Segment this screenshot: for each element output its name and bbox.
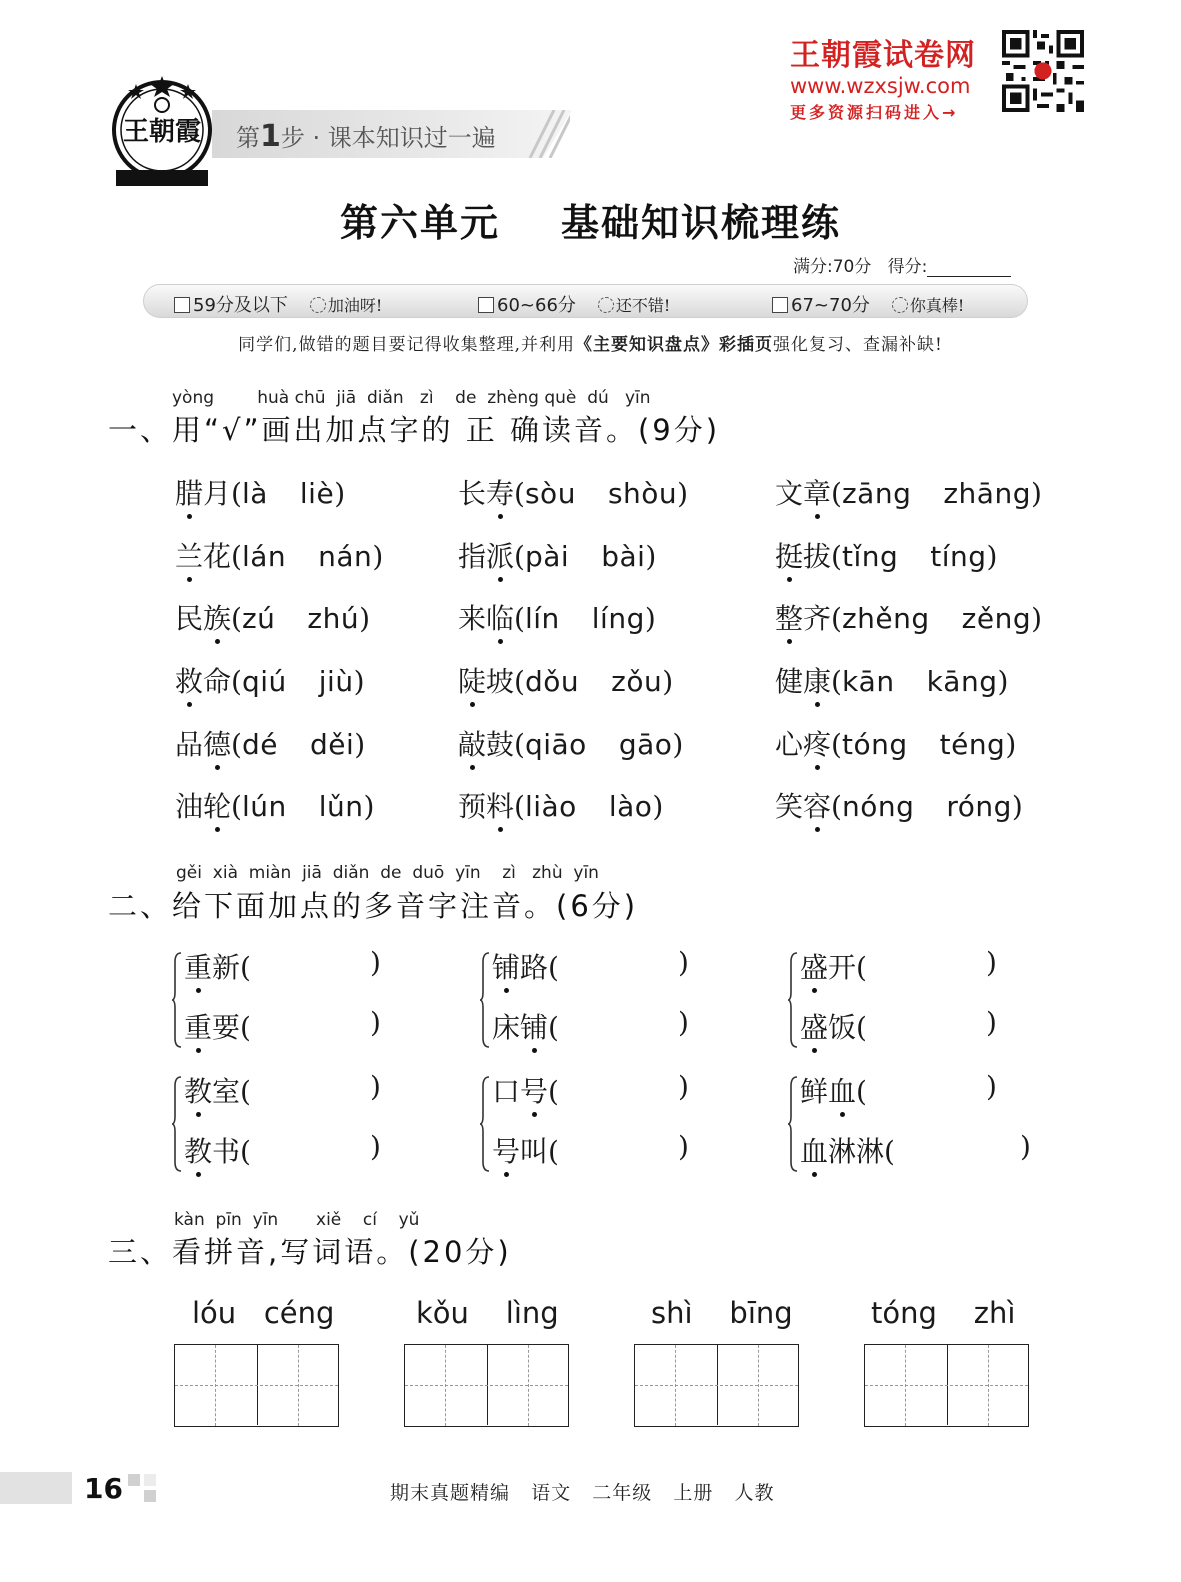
open-paren: ( [240, 1075, 251, 1108]
dotted-char: 铺 [492, 946, 520, 986]
pinyin-option[interactable]: bài [601, 540, 646, 573]
word-char: 书 [212, 1135, 241, 1168]
pinyin-option[interactable]: tǐng [841, 540, 899, 573]
word-char: 饭 [828, 1011, 857, 1044]
dotted-char: 派 [486, 535, 514, 575]
close-paren: ) [986, 1070, 997, 1103]
grid-guide [405, 1385, 568, 1386]
pinyin-option[interactable]: kāng [926, 665, 998, 698]
grade-item [772, 291, 964, 317]
polyphone-item [184, 946, 381, 986]
brand-cta: 更多资源扫码进入→ [790, 103, 959, 122]
score-line [793, 252, 1011, 277]
word-char: 坡 [486, 665, 515, 698]
dotted-char: 号 [492, 1130, 520, 1170]
dotted-char: 救 [175, 660, 203, 700]
answer-blank[interactable] [276, 1074, 358, 1108]
open-paren: ( [240, 1135, 251, 1168]
polyphone-item [800, 1130, 1031, 1170]
writing-grid[interactable] [404, 1344, 569, 1427]
word-char: 油 [175, 790, 204, 823]
word-char: 健 [775, 665, 804, 698]
pinyin-option[interactable]: lín [524, 602, 560, 635]
dotted-char: 铺 [520, 1006, 548, 1046]
qr-code[interactable] [1002, 30, 1084, 112]
polyphone-group [788, 946, 1028, 1054]
grid-guide [905, 1345, 906, 1426]
open-paren: ( [240, 951, 251, 984]
pinyin-option[interactable]: kān [841, 665, 895, 698]
section1-pinyin: yòng huà chū jiā diǎn zì de zhèng què dú yīn [172, 388, 651, 408]
grid-guide [528, 1345, 529, 1426]
word-char: 文 [775, 477, 804, 510]
polyphone-item [800, 946, 997, 986]
wangzhaoxia-logo [108, 72, 216, 190]
close-paren: ) [986, 946, 997, 979]
open-paren: ( [831, 477, 842, 510]
reading-item [175, 597, 370, 637]
open-paren: ( [831, 728, 842, 761]
pinyin-option[interactable]: lào [608, 790, 653, 823]
close-paren: ) [1020, 1130, 1031, 1163]
close-paren: ) [652, 790, 664, 823]
note-before: 同学们,做错的题目要记得收集整理,并利用 [238, 335, 575, 355]
note-bold: 《主要知识盘点》彩插页 [574, 335, 773, 355]
pinyin-option[interactable]: gāo [618, 728, 673, 761]
grade-range: 59分及以下 [193, 295, 288, 316]
grid-guide [635, 1385, 798, 1386]
dotted-char: 号 [520, 1070, 548, 1110]
close-paren: ) [1011, 790, 1023, 823]
dotted-char: 盛 [800, 1006, 828, 1046]
pinyin-option[interactable]: lǔn [318, 790, 364, 823]
open-paren: ( [831, 790, 842, 823]
pinyin-option[interactable]: děi [309, 728, 355, 761]
word-char: 民 [175, 602, 204, 635]
word-char: 预 [458, 790, 487, 823]
pinyin-option[interactable]: shòu [607, 477, 678, 510]
polyphone-group [480, 1070, 720, 1178]
word-char: 来 [458, 602, 487, 635]
dotted-char: 血 [828, 1070, 856, 1110]
section2-pinyin: gěi xià miàn jiā diǎn de duō yīn zì zhù yīn [176, 863, 599, 883]
section3-pinyin: kàn pīn yīn xiě cí yǔ [174, 1210, 420, 1230]
word-pinyin: kǒu lìng [416, 1296, 559, 1330]
pinyin-option[interactable]: là [241, 477, 268, 510]
open-paren: ( [514, 665, 525, 698]
close-paren: ) [997, 665, 1009, 698]
reading-item [775, 535, 997, 575]
footer-text: 期末真题精编 语文 二年级 上册 人教 [390, 1482, 775, 1504]
reading-item [458, 723, 683, 763]
dotted-char: 容 [803, 785, 831, 825]
reading-item [775, 597, 1042, 637]
close-paren: ) [644, 602, 656, 635]
polyphone-item [184, 1006, 381, 1046]
open-paren: ( [548, 951, 559, 984]
pinyin-option[interactable]: zhěng [841, 602, 930, 635]
dotted-char: 教 [184, 1130, 212, 1170]
pinyin-option[interactable]: zāng [841, 477, 912, 510]
grid-guide [675, 1345, 676, 1426]
dotted-char: 教 [184, 1070, 212, 1110]
step-label [236, 118, 496, 154]
pinyin-option[interactable]: nóng [841, 790, 915, 823]
full-score: 满分:70分 [793, 257, 872, 277]
open-paren: ( [231, 477, 242, 510]
open-paren: ( [231, 540, 242, 573]
reading-item [775, 472, 1042, 512]
open-paren: ( [856, 1075, 867, 1108]
close-paren: ) [678, 946, 689, 979]
pinyin-option[interactable]: qiāo [524, 728, 587, 761]
writing-grid[interactable] [174, 1344, 339, 1427]
pinyin-option[interactable]: zhú [307, 602, 360, 635]
open-paren: ( [231, 728, 242, 761]
grade-bar [143, 284, 1028, 318]
grade-range: 60~66分 [497, 295, 576, 316]
pinyin-option[interactable]: zhāng [943, 477, 1031, 510]
brace-icon [788, 1076, 798, 1172]
dotted-char: 陡 [458, 660, 486, 700]
writing-grid[interactable] [864, 1344, 1029, 1427]
open-paren: ( [514, 540, 525, 573]
word-char: 齐 [803, 602, 832, 635]
word-char: 开 [828, 951, 857, 984]
grid-guide [175, 1385, 338, 1386]
dotted-char: 德 [203, 723, 231, 763]
word-pinyin: lóu céng [192, 1296, 335, 1330]
close-paren: ) [370, 946, 381, 979]
word-char: 心 [775, 728, 804, 761]
close-paren: ) [334, 477, 346, 510]
dotted-char: 临 [486, 597, 514, 637]
pinyin-option[interactable]: zǒu [611, 665, 663, 698]
close-paren: ) [353, 665, 365, 698]
dotted-char: 疼 [803, 723, 831, 763]
close-paren: ) [372, 540, 384, 573]
reading-item [458, 535, 656, 575]
dotted-char: 盛 [800, 946, 828, 986]
close-paren: ) [363, 790, 375, 823]
word-char: 要 [212, 1011, 241, 1044]
answer-blank[interactable] [892, 1010, 974, 1044]
dotted-char: 整 [775, 597, 803, 637]
brand-url[interactable]: www.wzxsjw.com [790, 74, 971, 98]
smiley-icon [310, 297, 326, 313]
reading-item [175, 723, 365, 763]
grade-checkbox[interactable] [478, 297, 494, 313]
page-number: 16 [84, 1472, 123, 1505]
open-paren: ( [884, 1135, 895, 1168]
brand-title: 王朝霞试卷网 [790, 38, 976, 73]
close-paren: ) [678, 1130, 689, 1163]
reading-item [175, 472, 345, 512]
close-paren: ) [986, 1006, 997, 1039]
got-score-label: 得分: [887, 257, 928, 277]
close-paren: ) [645, 540, 657, 573]
step-suffix: 步 · 课本知识过一遍 [280, 124, 496, 152]
close-paren: ) [354, 728, 366, 761]
reading-item [175, 785, 374, 825]
polyphone-item [184, 1070, 381, 1110]
grade-checkbox[interactable] [772, 297, 788, 313]
close-paren: ) [1030, 477, 1042, 510]
reading-item [775, 723, 1016, 763]
grid-guide [445, 1345, 446, 1426]
section1-heading: 一、用“√”画出加点字的 正 确读音。(9分) [108, 413, 721, 447]
step-number: 1 [260, 119, 281, 154]
footer-bar [0, 1472, 72, 1504]
open-paren: ( [856, 951, 867, 984]
word-char: 笑 [775, 790, 804, 823]
pinyin-option[interactable]: téng [939, 728, 1006, 761]
brand-block [790, 30, 1000, 123]
word-char: 长 [458, 477, 487, 510]
word-char: 花 [203, 540, 232, 573]
reading-item [175, 535, 383, 575]
reading-item [775, 660, 1008, 700]
word-char: 拔 [803, 540, 832, 573]
close-paren: ) [370, 1070, 381, 1103]
word-pinyin: shì bīng [651, 1296, 793, 1330]
grade-cheer: 还不错! [615, 296, 671, 315]
open-paren: ( [514, 602, 525, 635]
dotted-char: 轮 [203, 785, 231, 825]
polyphone-group [172, 1070, 412, 1178]
word-char: 室 [212, 1075, 241, 1108]
answer-blank[interactable] [584, 1134, 666, 1168]
close-paren: ) [678, 1070, 689, 1103]
answer-blank[interactable] [276, 950, 358, 984]
smiley-icon [598, 297, 614, 313]
pinyin-option[interactable]: nán [318, 540, 373, 573]
grade-range: 67~70分 [791, 295, 870, 316]
dotted-char: 敲 [458, 723, 486, 763]
answer-blank[interactable] [276, 1134, 358, 1168]
smiley-icon [892, 297, 908, 313]
polyphone-item [800, 1070, 997, 1110]
word-char: 口 [492, 1075, 521, 1108]
pinyin-option[interactable]: qiú [241, 665, 287, 698]
word-char: 命 [203, 665, 232, 698]
section2-heading: 二、给下面加点的多音字注音。(6分) [108, 889, 639, 923]
word-pinyin: tóng zhì [871, 1296, 1016, 1330]
close-paren: ) [370, 1130, 381, 1163]
open-paren: ( [831, 602, 842, 635]
word-char: 叫 [520, 1135, 549, 1168]
dotted-char: 族 [203, 597, 231, 637]
grade-item [478, 291, 670, 317]
open-paren: ( [831, 540, 842, 573]
answer-blank[interactable] [928, 1134, 1008, 1168]
polyphone-group [480, 946, 720, 1054]
open-paren: ( [514, 477, 525, 510]
pinyin-option[interactable]: dǒu [524, 665, 580, 698]
pinyin-option[interactable]: jiù [318, 665, 354, 698]
grade-checkbox[interactable] [174, 297, 190, 313]
writing-grid[interactable] [634, 1344, 799, 1427]
dotted-char: 腊 [175, 472, 203, 512]
dotted-char: 重 [184, 946, 212, 986]
pinyin-option[interactable]: róng [946, 790, 1012, 823]
polyphone-item [492, 946, 689, 986]
close-paren: ) [986, 540, 998, 573]
grid-guide [298, 1345, 299, 1426]
banner-stripes [520, 110, 570, 158]
reading-item [458, 660, 673, 700]
close-paren: ) [677, 477, 689, 510]
dotted-char: 血 [800, 1130, 828, 1170]
grid-guide [215, 1345, 216, 1426]
reading-item [458, 785, 663, 825]
polyphone-item [492, 1070, 689, 1110]
open-paren: ( [856, 1011, 867, 1044]
brace-icon [172, 952, 182, 1048]
pinyin-option[interactable]: dé [241, 728, 278, 761]
answer-blank[interactable] [584, 950, 666, 984]
pinyin-option[interactable]: tóng [841, 728, 908, 761]
reading-item [458, 597, 656, 637]
dotted-char: 料 [486, 785, 514, 825]
pinyin-option[interactable]: lún [241, 790, 287, 823]
pinyin-option[interactable]: sòu [524, 477, 576, 510]
footer-decoration [128, 1474, 158, 1504]
brace-icon [172, 1076, 182, 1172]
close-paren: ) [1031, 602, 1043, 635]
open-paren: ( [514, 728, 525, 761]
close-paren: ) [370, 1006, 381, 1039]
grade-item [174, 291, 382, 317]
open-paren: ( [548, 1135, 559, 1168]
grid-guide [988, 1345, 989, 1426]
word-char: 月 [203, 477, 232, 510]
word-char: 新 [212, 951, 241, 984]
brace-icon [480, 952, 490, 1048]
polyphone-item [800, 1006, 997, 1046]
open-paren: ( [231, 790, 242, 823]
pinyin-option[interactable]: pài [524, 540, 570, 573]
pinyin-option[interactable]: líng [591, 602, 645, 635]
grade-cheer: 你真棒! [909, 296, 965, 315]
open-paren: ( [240, 1011, 251, 1044]
dotted-char: 康 [803, 660, 831, 700]
pinyin-option[interactable]: lán [241, 540, 287, 573]
word-char: 品 [175, 728, 204, 761]
answer-blank[interactable] [892, 950, 974, 984]
word-char: 淋淋 [828, 1135, 885, 1168]
polyphone-item [492, 1006, 689, 1046]
word-char: 路 [520, 951, 549, 984]
reading-item [175, 660, 365, 700]
open-paren: ( [831, 665, 842, 698]
open-paren: ( [548, 1075, 559, 1108]
logo-text: 王朝霞 [122, 117, 202, 147]
dotted-char: 寿 [486, 472, 514, 512]
word-char: 指 [458, 540, 487, 573]
note-after: 强化复习、查漏补缺! [772, 335, 943, 355]
answer-blank[interactable] [892, 1074, 974, 1108]
reading-item [458, 472, 688, 512]
pinyin-option[interactable]: zú [241, 602, 276, 635]
answer-blank[interactable] [584, 1074, 666, 1108]
dotted-char: 挺 [775, 535, 803, 575]
step-prefix: 第 [236, 124, 260, 152]
pinyin-option[interactable]: tíng [930, 540, 987, 573]
grid-guide [865, 1385, 1028, 1386]
open-paren: ( [514, 790, 525, 823]
grid-guide [758, 1345, 759, 1426]
dotted-char: 兰 [175, 535, 203, 575]
section3-heading: 三、看拼音,写词语。(20分) [108, 1235, 512, 1269]
brace-icon [480, 1076, 490, 1172]
open-paren: ( [548, 1011, 559, 1044]
reading-item [775, 785, 1023, 825]
polyphone-group [172, 946, 412, 1054]
grade-cheer: 加油呀! [327, 296, 383, 315]
pinyin-option[interactable]: liào [524, 790, 577, 823]
open-paren: ( [231, 602, 242, 635]
answer-blank[interactable] [276, 1010, 358, 1044]
polyphone-item [184, 1130, 381, 1170]
close-paren: ) [672, 728, 684, 761]
brace-icon [788, 952, 798, 1048]
answer-blank[interactable] [584, 1010, 666, 1044]
instruction-note [0, 330, 1181, 355]
dotted-char: 章 [803, 472, 831, 512]
pinyin-option[interactable]: liè [299, 477, 335, 510]
word-char: 鼓 [486, 728, 515, 761]
dotted-char: 重 [184, 1006, 212, 1046]
pinyin-option[interactable]: zěng [961, 602, 1032, 635]
close-paren: ) [1005, 728, 1017, 761]
open-paren: ( [231, 665, 242, 698]
close-paren: ) [678, 1006, 689, 1039]
page-title: 第六单元 基础知识梳理练 [340, 201, 841, 245]
polyphone-group [788, 1070, 1031, 1178]
close-paren: ) [359, 602, 371, 635]
word-char: 床 [492, 1011, 521, 1044]
polyphone-item [492, 1130, 689, 1170]
close-paren: ) [662, 665, 674, 698]
got-score-blank[interactable] [927, 259, 1011, 277]
word-char: 鲜 [800, 1075, 829, 1108]
